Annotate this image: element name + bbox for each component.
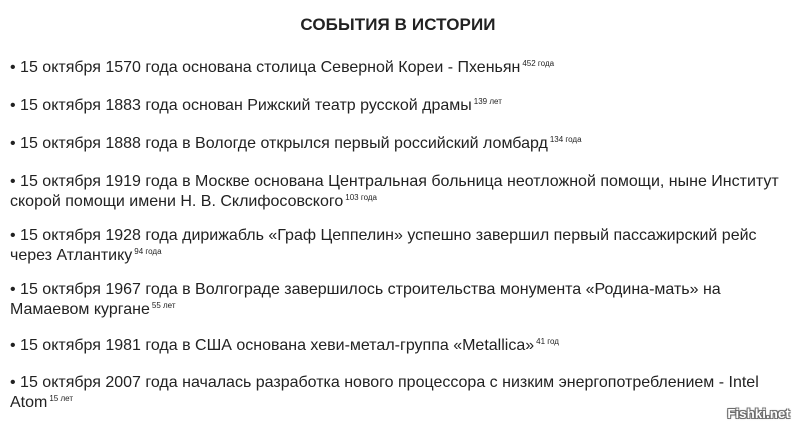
event-text: • 15 октября 1570 года основана столица Северной Кореи - Пхеньян — [10, 59, 521, 76]
event-years-ago: 94 года — [134, 247, 162, 256]
event-item-1919 — [10, 172, 780, 212]
event-item-1981 — [10, 336, 780, 356]
event-years-ago: 103 года — [345, 193, 377, 202]
event-item-2007 — [10, 373, 780, 413]
event-years-ago: 134 года — [549, 135, 582, 144]
event-text: • 15 октября 1967 года в Волгограде завершилось строительства монумента «Родина-мать» на Мамаевом кургане — [10, 281, 721, 318]
event-text: • 15 октября 2007 года началась разработка нового процессора с низким энергопотреблением - Intel Atom — [10, 374, 759, 411]
event-item-1928 — [10, 226, 780, 266]
event-text: • 15 октября 1919 года в Москве основана Центральная больница неотложной помощи, ныне Институт скорой помощи имени Н. В. Склифосовского — [10, 173, 779, 210]
event-text: • 15 октября 1888 года в Вологде открылся первый российский ломбард — [10, 135, 548, 152]
watermark-logo: Fishki.net — [727, 406, 790, 421]
event-years-ago: 41 год — [536, 337, 559, 346]
event-item-1888 — [10, 134, 780, 154]
event-item-1570 — [10, 58, 780, 78]
event-years-ago: 452 года — [522, 59, 555, 68]
event-text: • 15 октября 1883 года основан Рижский театр русской драмы — [10, 97, 472, 114]
event-text: • 15 октября 1981 года в США основана хеви-метал-группа «Metallica» — [10, 337, 535, 354]
event-item-1883 — [10, 96, 780, 116]
event-item-1967 — [10, 280, 780, 320]
event-text: • 15 октября 1928 года дирижабль «Граф Цеппелин» успешно завершил первый пассажирский рейс через Атлантику — [10, 227, 757, 264]
page-title: СОБЫТИЯ В ИСТОРИИ — [300, 15, 496, 34]
event-years-ago: 15 лет — [49, 394, 73, 403]
event-years-ago: 139 лет — [473, 97, 502, 106]
event-years-ago: 55 лет — [151, 301, 176, 310]
